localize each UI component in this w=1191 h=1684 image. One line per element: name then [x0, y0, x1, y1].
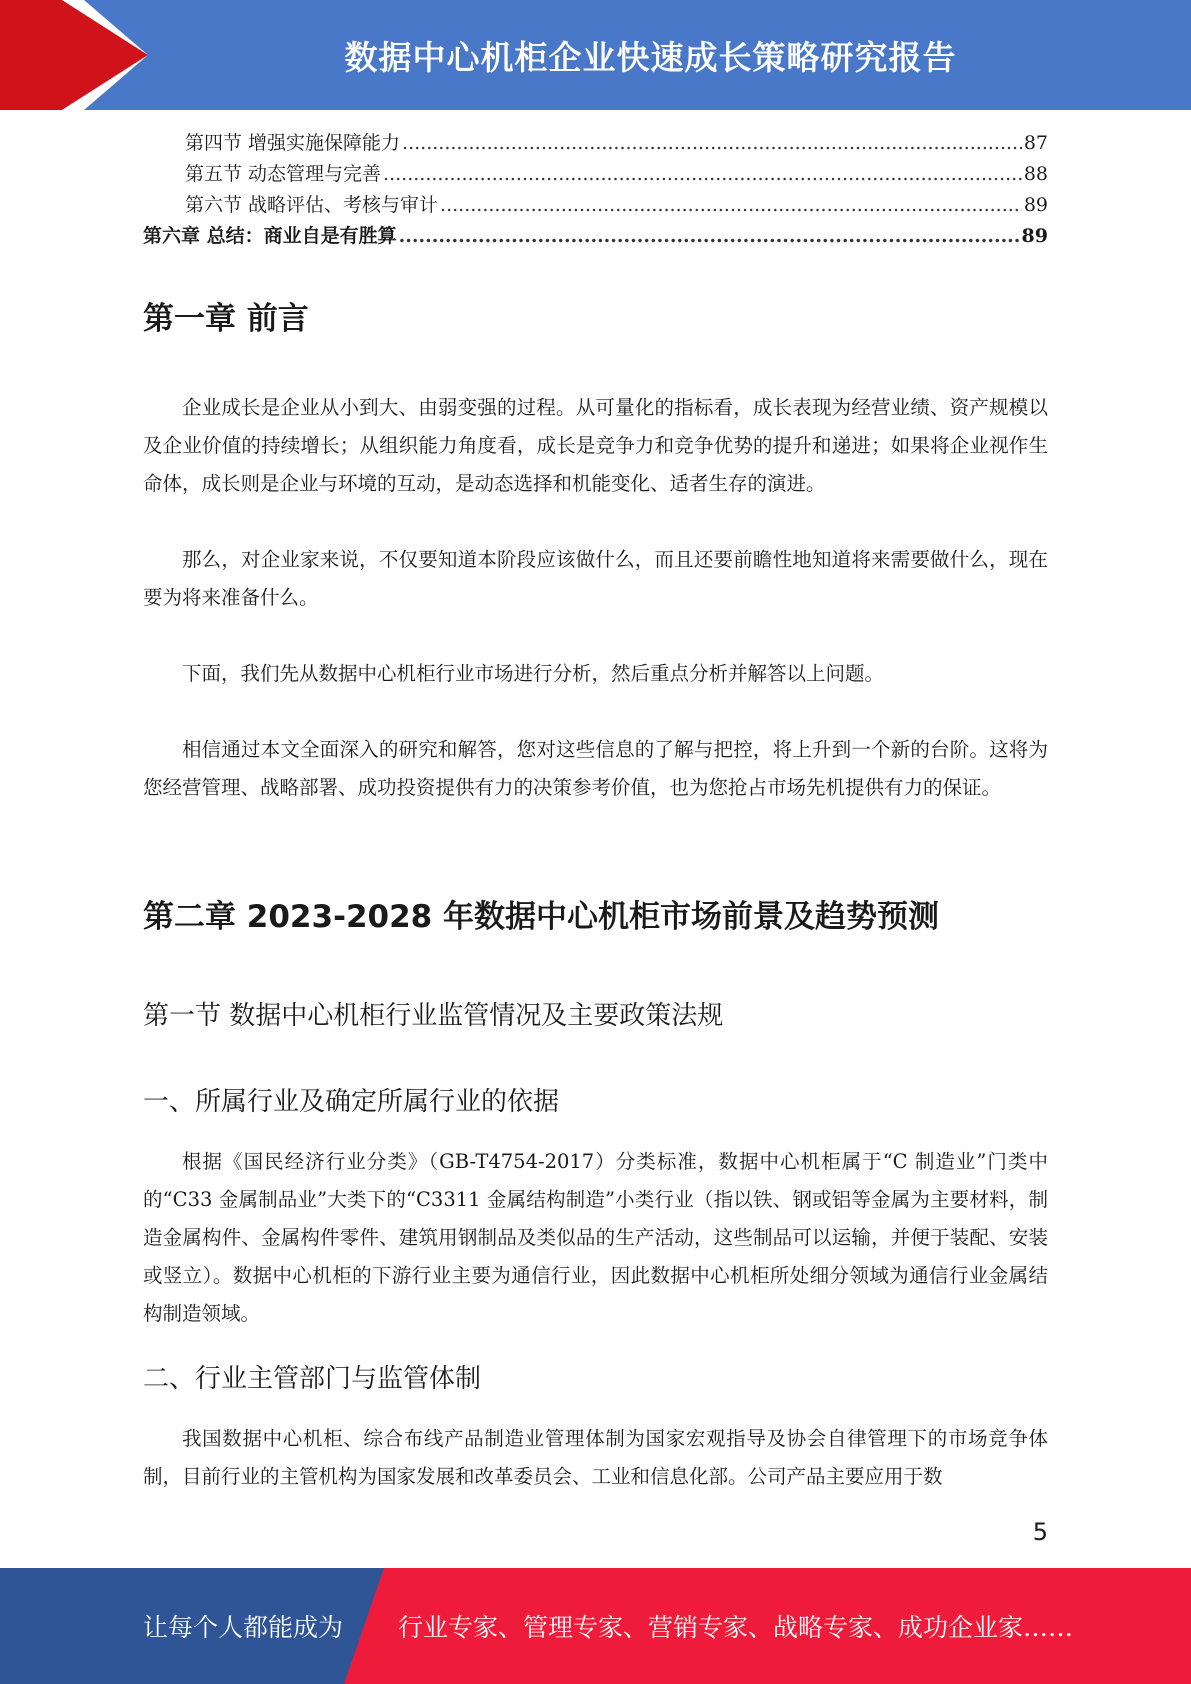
chapter-2-heading: 第二章 2023-2028 年数据中心机柜市场前景及趋势预测: [143, 899, 940, 935]
toc-leader-dots: [402, 128, 1022, 159]
toc-entry-label: 第五节 动态管理与完善: [185, 163, 382, 185]
chapter-1-heading: 第一章 前言: [143, 301, 309, 337]
toc-leader-dots: [383, 159, 1022, 190]
header-banner: [0, 0, 1191, 110]
report-title: 数据中心机柜企业快速成长策略研究报告: [344, 37, 957, 77]
footer-slogan-left: 让每个人都能成为: [143, 1613, 344, 1642]
toc-entry[interactable]: [143, 221, 1048, 252]
toc-leader-dots: [399, 221, 1020, 252]
page-number: 5: [1032, 1518, 1048, 1546]
chapter-1-paragraph-1: 企业成长是企业从小到大、由弱变强的过程。从可量化的指标看，成长表现为经营业绩、资产规模以及企业价值的持续增长；从组织能力角度看，成长是竞争力和竞争优势的提升和递进；如果将企业视作生命体，成长则是企业与环境的互动，是动态选择和机能变化、适者生存的演进。: [143, 396, 1048, 495]
toc-entry-page: 89: [1023, 194, 1048, 216]
toc-leader-dots: [440, 190, 1022, 221]
toc-entry-label: 第六章 总结：商业自是有胜算: [143, 225, 397, 247]
subsection-1-heading: 一、所属行业及确定所属行业的依据: [143, 1087, 560, 1117]
table-of-contents: [143, 128, 1048, 252]
subsection-2-heading: 二、行业主管部门与监管体制: [143, 1364, 482, 1394]
toc-entry[interactable]: [143, 190, 1048, 221]
toc-entry[interactable]: [143, 128, 1048, 159]
chapter-1-paragraph-3: 下面，我们先从数据中心机柜行业市场进行分析，然后重点分析并解答以上问题。: [182, 662, 885, 685]
toc-entry-page: 87: [1023, 132, 1048, 154]
section-1-heading: 第一节 数据中心机柜行业监管情况及主要政策法规: [143, 1001, 724, 1031]
toc-entry-label: 第六节 战略评估、考核与审计: [185, 194, 439, 216]
toc-entry[interactable]: [143, 159, 1048, 190]
footer-banner: [0, 1568, 1191, 1684]
footer-slogan-right: 行业专家、管理专家、营销专家、战略专家、成功企业家……: [398, 1613, 1074, 1642]
chapter-1-paragraph-4: 相信通过本文全面深入的研究和解答，您对这些信息的了解与把控，将上升到一个新的台阶。这将为您经营管理、战略部署、成功投资提供有力的决策参考价值，也为您抢占市场先机提供有力的保证。: [143, 738, 1048, 799]
toc-entry-label: 第四节 增强实施保障能力: [185, 132, 401, 154]
chapter-1-paragraph-2: 那么，对企业家来说，不仅要知道本阶段应该做什么，而且还要前瞻性地知道将来需要做什么，现在要为将来准备什么。: [143, 548, 1048, 609]
subsection-1-paragraph: 根据《国民经济行业分类》（GB-T4754-2017）分类标准，数据中心机柜属于“C 制造业”门类中的“C33 金属制品业”大类下的“C3311 金属结构制造”小类行业（指以铁、钢或铝等金属为主要材料，制造金属构件、金属构件零件、建筑用钢制品及类似品的生产活动，这些制品可以运输，并便于装配、安装或竖立）。数据中心机柜的下游行业主要为通信行业，因此数据中心机柜所处细分领域为通信行业金属结构制造领域。: [143, 1150, 1048, 1325]
subsection-2-paragraph: 我国数据中心机柜、综合布线产品制造业管理体制为国家宏观指导及协会自律管理下的市场竞争体制，目前行业的主管机构为国家发展和改革委员会、工业和信息化部。公司产品主要应用于数: [143, 1427, 1048, 1488]
toc-entry-page: 88: [1023, 163, 1048, 185]
toc-entry-page: 89: [1021, 225, 1048, 247]
